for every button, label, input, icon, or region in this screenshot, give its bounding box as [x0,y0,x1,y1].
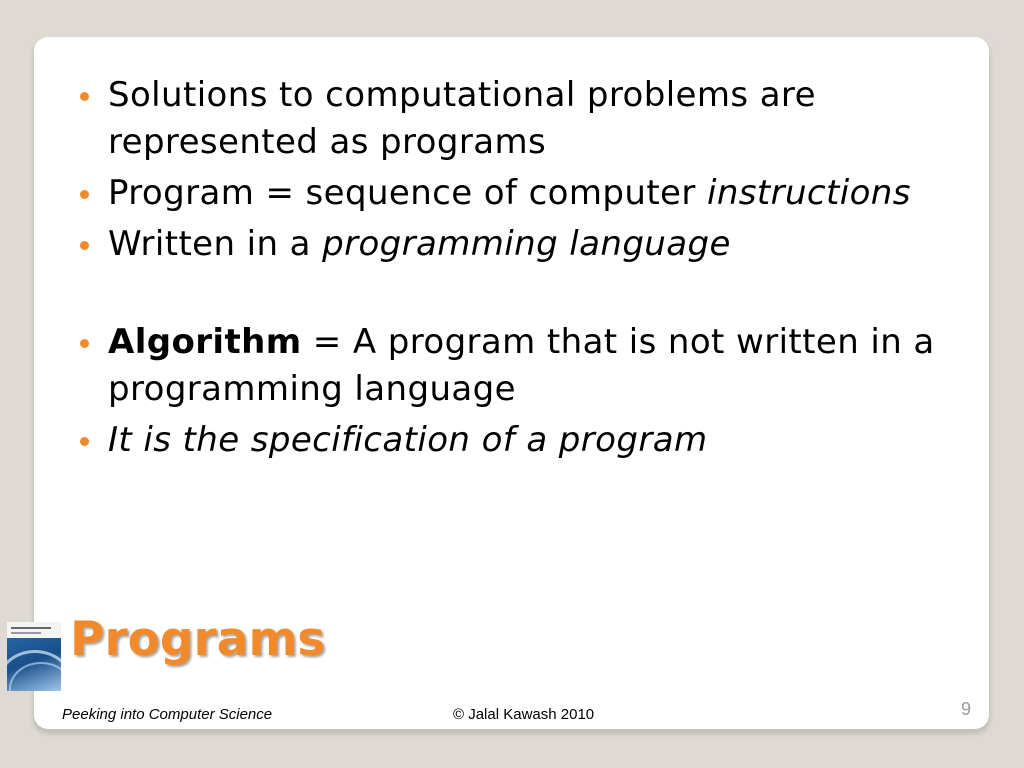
footer-course-name: Peeking into Computer Science [62,706,273,723]
bullet-italic-text: programming language [322,224,731,264]
bullet-item [80,417,960,464]
bullet-dot-icon [80,92,89,101]
bullet-dot-icon [80,437,89,446]
bullet-item [80,170,960,217]
bullet-item [80,319,960,413]
bullet-item [80,72,960,166]
bullet-dot-icon [80,241,89,250]
bullet-dot-icon [80,339,89,348]
book-cover-thumbnail-icon [7,622,61,691]
bullet-list [80,72,960,468]
bullet-bold-text: Algorithm [108,322,302,362]
bullet-text: Written in a [108,224,323,264]
slide-title: Programs [70,612,326,667]
bullet-item [80,221,960,268]
bullet-text: Solutions to computational problems are represented as programs [108,75,816,162]
bullet-italic-text: instructions [706,173,911,213]
bullet-text: = A program that is not written in a programming language [108,322,935,409]
bullet-text: Program = sequence of computer [108,173,707,213]
footer-copyright: © Jalal Kawash 2010 [453,706,595,723]
bullet-italic-text: It is the specification of a program [108,420,708,460]
page-number: 9 [961,699,972,719]
bullet-dot-icon [80,190,89,199]
